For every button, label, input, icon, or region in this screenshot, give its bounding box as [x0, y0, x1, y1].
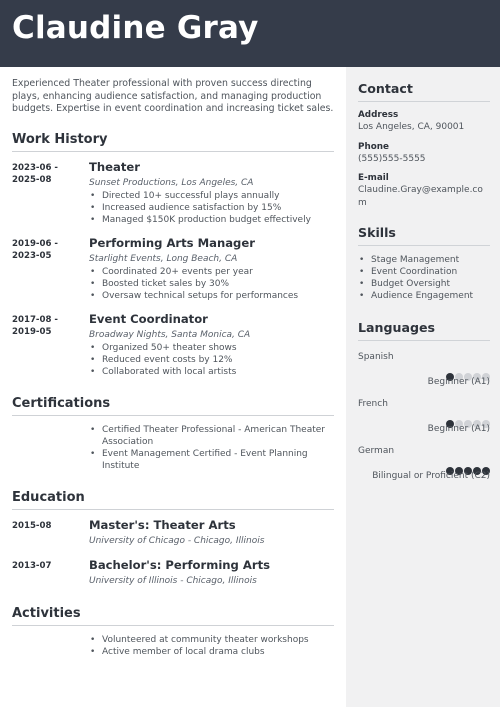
school: University of Illinois - Chicago, Illinois — [89, 575, 257, 586]
language-name: German — [358, 446, 395, 456]
bullet-item: • Increased audience satisfaction by 15% — [89, 202, 334, 214]
sidebar — [346, 67, 500, 707]
email-label: E-mail — [358, 173, 389, 183]
certifications-title: Certifications — [12, 396, 334, 416]
entry-body — [89, 160, 334, 226]
job-title: Theater — [89, 159, 140, 174]
date-end: 2025-08 — [12, 174, 52, 185]
candidate-name: Claudine Gray — [12, 10, 259, 46]
date-start: 2023-06 - — [12, 162, 59, 173]
language-level: Beginner (A1) — [427, 424, 490, 434]
activities-list — [89, 634, 334, 658]
certification-item: • Event Management Certified - Event Planning Institute — [89, 448, 334, 472]
education-entry — [12, 558, 334, 588]
activity-item: • Active member of local drama clubs — [89, 646, 334, 658]
work-history-title: Work History — [12, 132, 334, 152]
bullet-item: • Collaborated with local artists — [89, 366, 334, 378]
certification-item: • Certified Theater Professional - American Theater Association — [89, 424, 334, 448]
bullet-item: • Organized 50+ theater shows — [89, 342, 334, 354]
date-end: 2019-05 — [12, 326, 52, 337]
bullet-item: • Oversaw technical setups for performances — [89, 290, 334, 302]
email-value[interactable]: Claudine.Gray@example.com — [358, 185, 483, 208]
activities-title: Activities — [12, 606, 334, 626]
language-name: Spanish — [358, 352, 394, 362]
education-section — [12, 490, 334, 588]
certifications-section — [12, 396, 334, 472]
phone-value: (555)555-5555 — [358, 153, 426, 164]
job-bullets — [89, 342, 334, 378]
language-item — [358, 351, 490, 388]
work-history-section — [12, 132, 334, 378]
bullet-item: • Coordinated 20+ events per year — [89, 266, 334, 278]
entry-body — [89, 312, 334, 378]
job-title: Event Coordinator — [89, 311, 208, 326]
school: University of Chicago - Chicago, Illinois — [89, 535, 265, 546]
entry-date — [12, 312, 89, 378]
entry-date: 2013-07 — [12, 560, 52, 571]
languages-title: Languages — [358, 320, 490, 341]
language-name: French — [358, 399, 388, 409]
degree-title: Master's: Theater Arts — [89, 517, 236, 532]
job-bullets — [89, 190, 334, 226]
skill-item: • Stage Management — [358, 254, 490, 266]
job-title: Performing Arts Manager — [89, 235, 255, 250]
education-entry — [12, 518, 334, 548]
language-rating — [358, 413, 490, 422]
skills-section — [358, 225, 490, 302]
profile-summary: Experienced Theater professional with proven success directing plays, enhancing audience satisfaction, and managing production budgets. Expertise in event coordination and increasing ticket sales. — [12, 78, 334, 115]
language-rating — [358, 366, 490, 375]
language-level: Bilingual or Proficient (C2) — [372, 471, 490, 481]
address-label: Address — [358, 110, 399, 120]
date-end: 2023-05 — [12, 250, 52, 261]
address-value: Los Angeles, CA, 90001 — [358, 122, 465, 132]
activity-item: • Volunteered at community theater workshops — [89, 634, 334, 646]
job-bullets — [89, 266, 334, 302]
skill-item: • Event Coordination — [358, 266, 490, 278]
skills-title: Skills — [358, 225, 490, 246]
employer: Broadway Nights, Santa Monica, CA — [89, 329, 251, 340]
date-start: 2017-08 - — [12, 314, 59, 325]
employer: Sunset Productions, Los Angeles, CA — [89, 177, 254, 188]
sidebar-content — [358, 67, 490, 482]
date-start: 2019-06 - — [12, 238, 59, 249]
entry-body — [89, 558, 334, 588]
bullet-item: • Managed $150K production budget effectively — [89, 214, 334, 226]
bullet-item: • Directed 10+ successful plays annually — [89, 190, 334, 202]
language-level: Beginner (A1) — [427, 377, 490, 387]
certifications-list — [89, 424, 334, 472]
contact-section — [358, 81, 490, 209]
entry-body — [89, 518, 334, 548]
phone-label: Phone — [358, 141, 389, 152]
work-entry — [12, 312, 334, 378]
language-rating — [358, 460, 490, 469]
entry-body — [89, 236, 334, 302]
languages-section — [358, 320, 490, 482]
language-item — [358, 445, 490, 482]
bullet-item: • Boosted ticket sales by 30% — [89, 278, 334, 290]
bullet-item: • Reduced event costs by 12% — [89, 354, 334, 366]
employer: Starlight Events, Long Beach, CA — [89, 253, 238, 264]
resume-header — [0, 0, 500, 67]
work-entry — [12, 160, 334, 226]
education-title: Education — [12, 490, 334, 510]
main-column — [12, 78, 334, 658]
activities-section — [12, 606, 334, 658]
contact-title: Contact — [358, 81, 490, 102]
skills-list — [358, 254, 490, 302]
entry-date — [12, 160, 89, 226]
skill-item: • Budget Oversight — [358, 278, 490, 290]
degree-title: Bachelor's: Performing Arts — [89, 557, 271, 572]
entry-date — [12, 236, 89, 302]
skill-item: • Audience Engagement — [358, 290, 490, 302]
work-entry — [12, 236, 334, 302]
entry-date: 2015-08 — [12, 520, 52, 531]
language-item — [358, 398, 490, 435]
